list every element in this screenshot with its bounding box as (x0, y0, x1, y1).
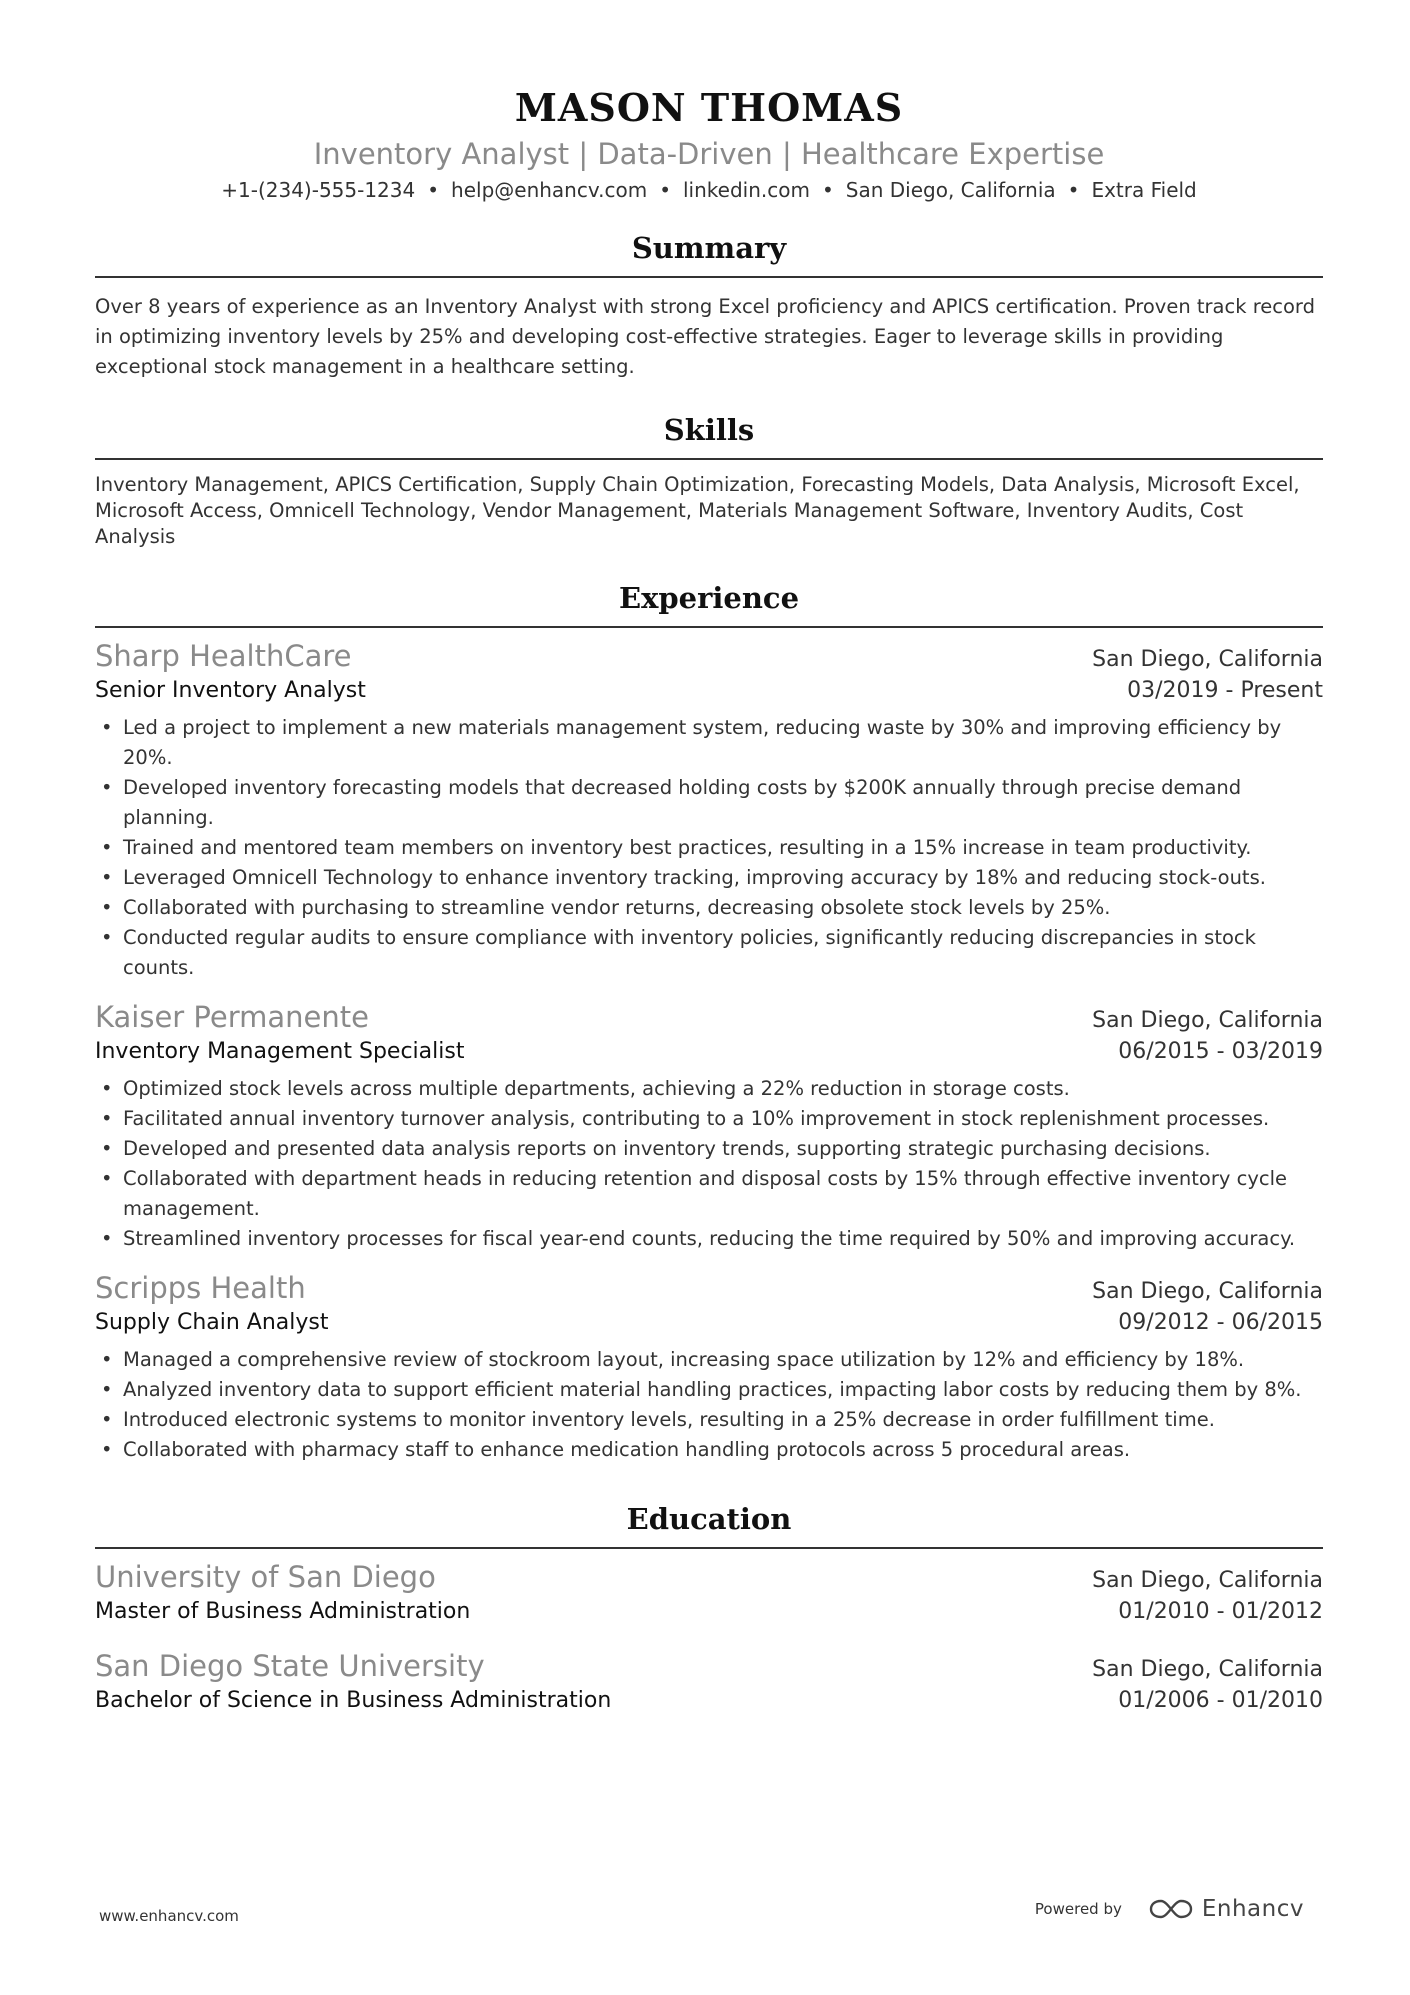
bullet-item: • Facilitated annual inventory turnover analysis, contributing to a 10% improvement in stock replenishment processes. (95, 1104, 1323, 1134)
summary-text: Over 8 years of experience as an Inventory Analyst with strong Excel proficiency and APICS certification. Proven track record in optimizing inventory levels by 25% and developing cost-effective strategies. Eager to leverage skills in providing exceptional stock management in a healthcare setting. (95, 295, 1315, 378)
bullet-item: • Developed inventory forecasting models that decreased holding costs by $200K annually through precise demand planning. (95, 773, 1323, 833)
skills-section (95, 412, 1323, 550)
separator-dot: • (427, 178, 440, 202)
skills-text: Inventory Management, APICS Certification, Supply Chain Optimization, Forecasting Models, Data Analysis, Microsoft Excel, Microsoft Access, Omnicell Technology, Vendor Management, Materials Management Software, Inventory Audits, Cost Analysis (95, 473, 1300, 548)
bullet-item: • Collaborated with pharmacy staff to enhance medication handling protocols across 5 procedural areas. (95, 1435, 1323, 1465)
job-dates: 09/2012 - 06/2015 (1118, 1310, 1323, 1335)
job-entry (95, 999, 1323, 1254)
job-location: San Diego, California (1092, 1279, 1323, 1304)
experience-title: Experience (95, 580, 1323, 628)
contact-linkedin: linkedin.com (683, 178, 810, 202)
company-name: Sharp HealthCare (95, 639, 352, 673)
job-entry (95, 638, 1323, 983)
job-location: San Diego, California (1092, 1008, 1323, 1033)
school-name: University of San Diego (95, 1560, 436, 1594)
footer-website-link[interactable]: www.enhancv.com (99, 1907, 239, 1925)
bullet-item: • Conducted regular audits to ensure compliance with inventory policies, significantly reducing discrepancies in stock counts. (95, 923, 1323, 983)
job-location: San Diego, California (1092, 647, 1323, 672)
contact-phone: +1-(234)-555-1234 (221, 178, 416, 202)
bullet-item: • Collaborated with purchasing to streamline vendor returns, decreasing obsolete stock levels by 25%. (95, 893, 1323, 923)
candidate-headline: Inventory Analyst | Data-Driven | Healthcare Expertise (313, 137, 1105, 171)
degree-name: Master of Business Administration (95, 1599, 471, 1624)
degree-name: Bachelor of Science in Business Administration (95, 1688, 612, 1713)
company-name: Scripps Health (95, 1271, 306, 1305)
bullet-item: • Collaborated with department heads in reducing retention and disposal costs by 15% through effective inventory cycle management. (95, 1164, 1323, 1224)
contact-email: help@enhancv.com (451, 178, 648, 202)
job-dates: 06/2015 - 03/2019 (1118, 1039, 1323, 1064)
job-title: Inventory Management Specialist (95, 1039, 465, 1064)
skills-title: Skills (95, 412, 1323, 460)
footer-branding (1035, 1896, 1304, 1922)
job-dates: 03/2019 - Present (1127, 678, 1323, 703)
separator-dot: • (1067, 178, 1080, 202)
powered-by-label: Powered by (1034, 1900, 1122, 1918)
resume-content (95, 0, 1323, 1717)
job-entry (95, 1270, 1323, 1465)
education-entry (95, 1648, 1323, 1717)
separator-dot: • (821, 178, 834, 202)
job-bullets (95, 1345, 1323, 1465)
summary-section (95, 230, 1323, 382)
contact-extra-field: Extra Field (1091, 178, 1197, 202)
bullet-item: • Streamlined inventory processes for fiscal year-end counts, reducing the time required by 50% and improving accuracy. (95, 1224, 1323, 1254)
job-bullets (95, 1074, 1323, 1254)
job-title: Supply Chain Analyst (95, 1310, 329, 1335)
resume-header (95, 0, 1323, 204)
school-name: San Diego State University (95, 1649, 485, 1683)
bullet-item: • Led a project to implement a new materials management system, reducing waste by 30% and improving efficiency by 20%. (95, 713, 1323, 773)
summary-title: Summary (95, 230, 1323, 278)
education-dates: 01/2010 - 01/2012 (1118, 1599, 1323, 1624)
bullet-item: • Analyzed inventory data to support efficient material handling practices, impacting labor costs by reducing them by 8%. (95, 1375, 1323, 1405)
education-dates: 01/2006 - 01/2010 (1118, 1688, 1323, 1713)
bullet-item: • Managed a comprehensive review of stockroom layout, increasing space utilization by 12% and efficiency by 18%. (95, 1345, 1323, 1375)
candidate-name: MASON THOMAS (514, 85, 904, 130)
enhancv-brand-name: Enhancv (1201, 1896, 1304, 1922)
education-entry (95, 1559, 1323, 1628)
job-title: Senior Inventory Analyst (95, 678, 366, 703)
job-bullets (95, 713, 1323, 983)
separator-dot: • (659, 178, 671, 202)
bullet-item: • Optimized stock levels across multiple departments, achieving a 22% reduction in storage costs. (95, 1074, 1323, 1104)
bullet-item: • Trained and mentored team members on inventory best practices, resulting in a 15% increase in team productivity. (95, 833, 1323, 863)
bullet-item: • Developed and presented data analysis reports on inventory trends, supporting strategic purchasing decisions. (95, 1134, 1323, 1164)
bullet-item: • Introduced electronic systems to monitor inventory levels, resulting in a 25% decrease in order fulfillment time. (95, 1405, 1323, 1435)
education-section (95, 1501, 1323, 1717)
education-title: Education (95, 1501, 1323, 1549)
experience-section (95, 580, 1323, 1465)
school-location: San Diego, California (1092, 1568, 1323, 1593)
bullet-item: • Leveraged Omnicell Technology to enhance inventory tracking, improving accuracy by 18% and reducing stock-outs. (95, 863, 1323, 893)
company-name: Kaiser Permanente (95, 1000, 369, 1034)
contact-line (95, 176, 1323, 204)
school-location: San Diego, California (1092, 1657, 1323, 1682)
contact-location: San Diego, California (845, 178, 1056, 202)
enhancv-logo-icon (1148, 1896, 1194, 1922)
